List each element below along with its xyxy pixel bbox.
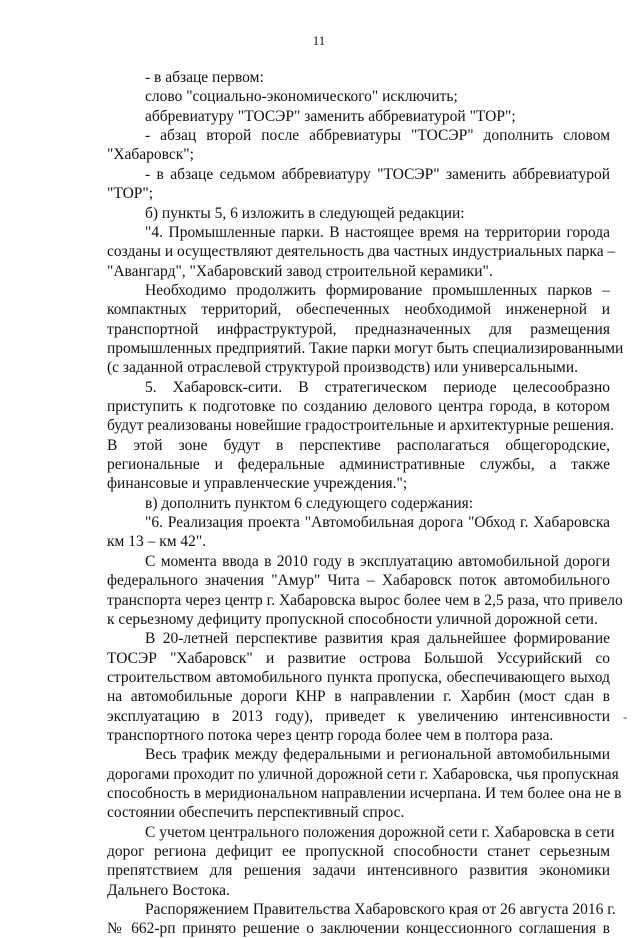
text-line: созданы и осуществляют деятельность два частных индустриальных парка –	[107, 243, 616, 261]
text-line: препятствием для решения задачи интенсивного развития экономики	[107, 862, 610, 880]
text-line: - абзац второй после аббревиатуры "ТОСЭР" дополнить словом	[145, 127, 610, 145]
text-line: "Хабаровск";	[107, 146, 194, 164]
text-line: - в абзаце седьмом аббревиатуру "ТОСЭР" заменить аббревиатурой	[145, 165, 610, 183]
text-line: транспортного потока через центр города более чем в полтора раза.	[107, 726, 554, 744]
text-line: к серьезному дефициту пропускной способности уличной дорожной сети.	[107, 610, 598, 628]
text-line: будут реализованы новейшие градостроительные и архитектурные решения.	[107, 417, 614, 435]
text-line: С момента ввода в 2010 году в эксплуатацию автомобильной дороги	[145, 552, 610, 570]
text-line: состоянии обеспечить перспективный спрос.	[107, 804, 405, 822]
text-line: (с заданной отраслевой структурой производств) или универсальными.	[107, 359, 579, 377]
text-line: финансовые и управленческие учреждения.";	[107, 475, 408, 493]
text-line: - в абзаце первом:	[145, 69, 264, 86]
text-line: аббревиатуру "ТОСЭР" заменить аббревиатурой "ТОР";	[145, 107, 516, 125]
text-line: региональные и федеральные административные службы, а также	[107, 456, 610, 473]
text-line: в) дополнить пунктом 6 следующего содержания:	[145, 494, 474, 512]
text-line: приступить к подготовке по созданию делового центра города, в котором	[107, 398, 610, 415]
page-number: 11	[312, 33, 326, 48]
text-line: Дальнего Востока.	[107, 881, 230, 899]
text-line: дорогами проходит по уличной дорожной сети г. Хабаровска, чья пропускная	[107, 765, 619, 783]
margin-mark: -	[623, 709, 628, 724]
text-line: В этой зоне будут в перспективе располагаться общегородские,	[107, 436, 610, 454]
text-line: строительством автомобильного пункта пропуска, обеспечивающего выход	[107, 668, 610, 686]
text-line: б) пункты 5, 6 изложить в следующей редакции:	[145, 204, 465, 222]
text-line: транспорта через центр г. Хабаровска вырос более чем в 2,5 раза, что привело	[107, 591, 623, 609]
text-line: С учетом центрального положения дорожной сети г. Хабаровска в сети	[145, 823, 615, 841]
text-line: Необходимо продолжить формирование промышленных парков –	[145, 281, 610, 299]
text-line: способность в меридиональном направлении исчерпана. И тем более она не в	[107, 785, 622, 802]
text-line: федерального значения "Амур" Чита – Хабаровск поток автомобильного	[107, 572, 610, 590]
text-line: Весь трафик между федеральными и региональной автомобильными	[145, 746, 610, 764]
text-line: на автомобильные дороги КНР в направлении г. Харбин (мост сдан в	[107, 688, 610, 706]
text-line: эксплуатацию в 2013 году), приведет к увеличению интенсивности	[107, 707, 610, 725]
text-line: "ТОР";	[107, 185, 154, 203]
text-line: км 13 – км 42".	[107, 533, 207, 551]
text-line: дорог региона дефицит ее пропускной способности станет серьезным	[107, 843, 610, 860]
text-line: "6. Реализация проекта "Автомобильная дорога "Обход г. Хабаровска	[145, 514, 610, 531]
text-line: № 662-рп принято решение о заключении концессионного соглашения в	[107, 920, 610, 938]
text-line: Распоряжением Правительства Хабаровского края от 26 августа 2016 г.	[145, 901, 616, 919]
text-line: промышленных предприятий. Такие парки могут быть специализированными	[107, 339, 624, 357]
text-line: ТОСЭР "Хабаровск" и развитие острова Большой Уссурийский со	[107, 649, 610, 667]
text-line: "4. Промышленные парки. В настоящее время на территории города	[145, 223, 610, 241]
text-line: 5. Хабаровск-сити. В стратегическом периоде целесообразно	[145, 378, 610, 396]
text-line: В 20-летней перспективе развития края дальнейшее формирование	[145, 630, 610, 648]
text-line: транспортной инфраструктурой, предназначенных для размещения	[107, 320, 610, 338]
text-line: компактных территорий, обеспеченных необходимой инженерной и	[107, 301, 610, 319]
text-line: "Авангард", "Хабаровский завод строительной керамики".	[107, 262, 493, 280]
text-line: слово "социально-экономического" исключить;	[145, 88, 458, 106]
